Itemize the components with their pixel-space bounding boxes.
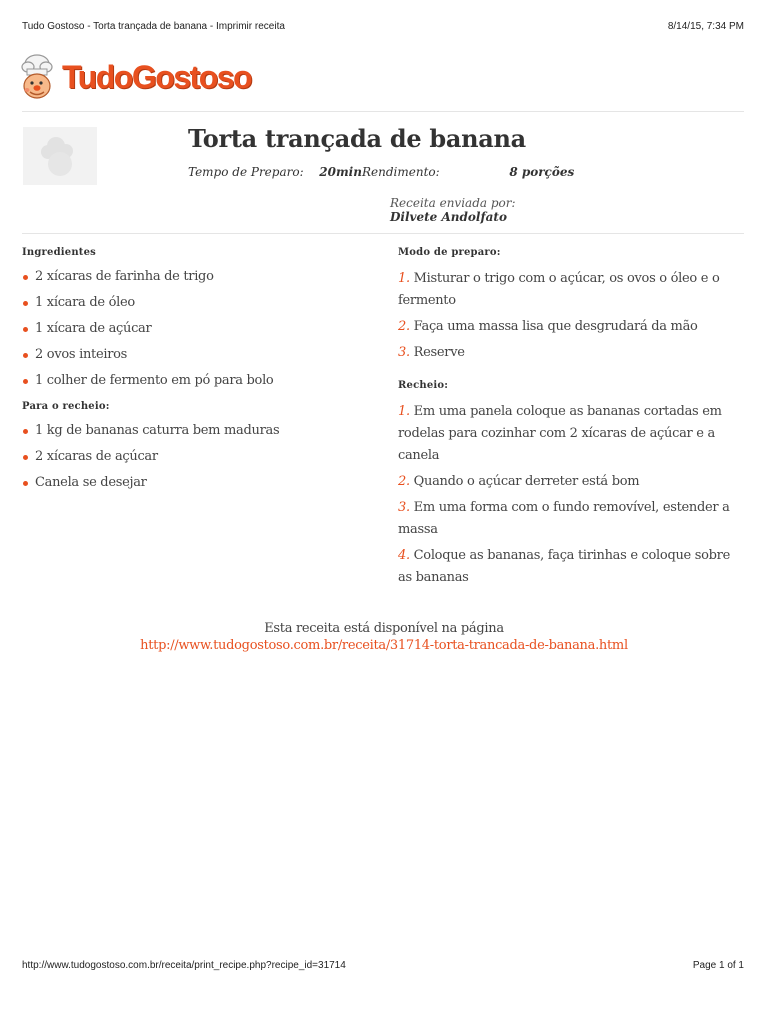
step-item	[398, 316, 746, 338]
placeholder-chef-icon	[38, 134, 82, 178]
list-item: 1 xícara de açúcar	[22, 320, 372, 346]
step-item	[398, 268, 746, 312]
filling-ingredients-title: Para o recheio:	[22, 401, 110, 412]
step-text: Faça uma massa lisa que desgrudará da mão	[413, 319, 698, 334]
yield-label: Rendimento:	[361, 165, 440, 179]
step-number: 2.	[398, 319, 410, 334]
list-item: 2 ovos inteiros	[22, 346, 372, 372]
step-item	[398, 401, 746, 467]
list-item: 1 kg de bananas caturra bem maduras	[22, 422, 372, 448]
step-number: 1.	[398, 271, 410, 286]
print-footer-page: Page 1 of 1	[692, 960, 744, 971]
step-item	[398, 545, 746, 589]
logo-text: TudoGostoso	[62, 58, 252, 95]
list-item: 2 xícaras de farinha de trigo	[22, 268, 372, 294]
list-item: 2 xícaras de açúcar	[22, 448, 372, 474]
step-item	[398, 497, 746, 541]
list-item: 1 xícara de óleo	[22, 294, 372, 320]
step-number: 1.	[398, 404, 410, 419]
step-text: Reserve	[413, 345, 465, 360]
site-logo[interactable]	[20, 52, 251, 102]
recipe-source-note	[0, 620, 768, 654]
chef-mascot-icon	[20, 52, 62, 102]
step-number: 2.	[398, 474, 410, 489]
step-text: Quando o açúcar derreter está bom	[413, 474, 640, 489]
step-number: 3.	[398, 345, 410, 360]
header-divider	[22, 111, 744, 112]
method-title: Modo de preparo:	[398, 247, 501, 258]
step-number: 3.	[398, 500, 410, 515]
prep-time-label: Tempo de Preparo:	[188, 165, 304, 179]
sent-by-name: Dilvete Andolfato	[390, 210, 507, 224]
recipe-thumbnail	[23, 127, 97, 185]
print-header	[22, 21, 744, 32]
step-item	[398, 342, 746, 364]
method-column	[398, 247, 746, 593]
recipe-meta	[188, 165, 574, 179]
print-header-title: Tudo Gostoso - Torta trançada de banana - Imprimir receita	[22, 21, 285, 32]
print-header-datetime: 8/14/15, 7:34 PM	[667, 21, 744, 32]
recipe-title: Torta trançada de banana	[188, 124, 526, 153]
ingredients-list	[22, 268, 372, 398]
sent-by-label: Receita enviada por:	[390, 196, 516, 210]
meta-divider	[22, 233, 744, 234]
recipe-source-link[interactable]: http://www.tudogostoso.com.br/receita/31714-torta-trancada-de-banana.html	[140, 638, 628, 653]
print-footer-url: http://www.tudogostoso.com.br/receita/print_recipe.php?recipe_id=31714	[22, 960, 346, 971]
ingredients-column	[22, 247, 372, 500]
source-note-text: Esta receita está disponível na página	[264, 621, 504, 636]
filling-method-steps	[398, 401, 746, 589]
yield-value: 8 porções	[509, 165, 575, 179]
ingredients-title: Ingredientes	[22, 247, 97, 258]
method-steps	[398, 268, 746, 364]
list-item: 1 colher de fermento em pó para bolo	[22, 372, 372, 398]
step-text: Misturar o trigo com o açúcar, os ovos o óleo e o fermento	[398, 271, 720, 308]
prep-time-value: 20min	[319, 165, 362, 179]
step-number: 4.	[398, 548, 410, 563]
sent-by	[390, 196, 516, 224]
print-footer	[22, 960, 744, 971]
step-text: Em uma panela coloque as bananas cortadas em rodelas para cozinhar com 2 xícaras de açúcar e a canela	[398, 404, 722, 463]
step-text: Coloque as bananas, faça tirinhas e coloque sobre as bananas	[398, 548, 730, 585]
step-text: Em uma forma com o fundo removível, estender a massa	[398, 500, 730, 537]
list-item: Canela se desejar	[22, 474, 372, 500]
filling-ingredients-list	[22, 422, 372, 500]
step-item	[398, 471, 746, 493]
filling-method-title: Recheio:	[398, 380, 449, 391]
